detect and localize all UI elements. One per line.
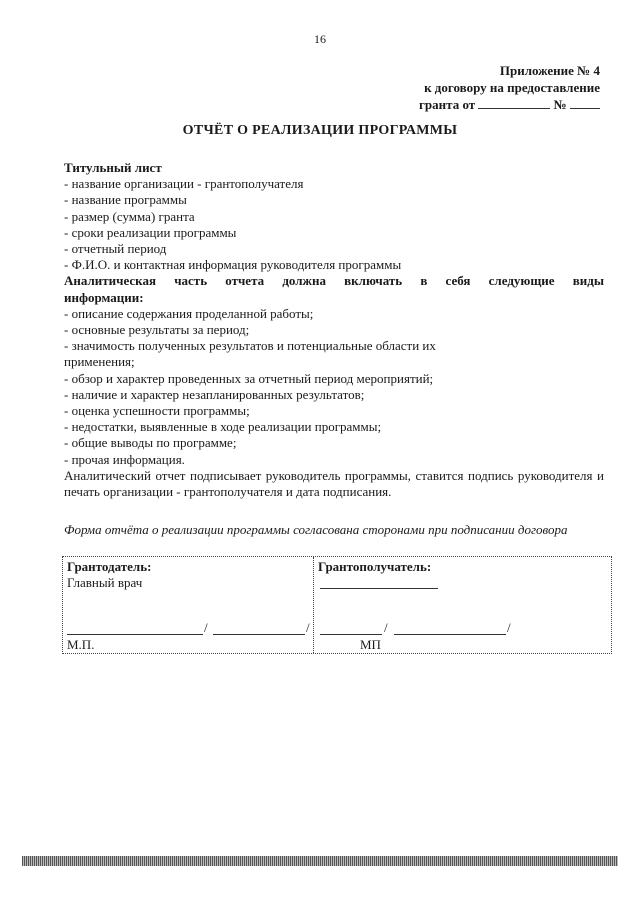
document-title: ОТЧЁТ О РЕАЛИЗАЦИИ ПРОГРАММЫ bbox=[182, 123, 458, 138]
grantor-position: Главный врач bbox=[67, 575, 143, 590]
list-item: - название программы bbox=[64, 192, 187, 208]
list-item: - основные результаты за период; bbox=[64, 322, 250, 338]
list-item: - обзор и характер проведенных за отчетный период мероприятий; bbox=[64, 370, 434, 386]
appendix-header bbox=[419, 62, 600, 113]
grantee-slash: / bbox=[384, 620, 388, 635]
grant-date-label: гранта от bbox=[419, 97, 476, 112]
signature-table bbox=[62, 556, 612, 654]
scan-footer-strip bbox=[22, 856, 618, 866]
grantee-name-line bbox=[394, 633, 506, 635]
report-body bbox=[64, 160, 604, 500]
grantor-slash: / bbox=[204, 620, 208, 635]
list-item: - описание содержания проделанной работы; bbox=[64, 305, 314, 321]
list-item: - отчетный период bbox=[64, 241, 167, 257]
grantee-signature-line bbox=[320, 633, 382, 635]
grantee-cell bbox=[314, 557, 611, 653]
list-item: - общие выводы по программе; bbox=[64, 435, 237, 451]
analytical-heading-cont: информации: bbox=[64, 289, 144, 305]
list-item: - значимость полученных результатов и потенциальные области их bbox=[64, 338, 436, 354]
grant-number-blank bbox=[570, 97, 600, 109]
list-item: - наличие и характер незапланированных результатов; bbox=[64, 386, 365, 402]
page-number: 16 bbox=[314, 32, 326, 46]
grantee-label: Грантополучатель: bbox=[318, 559, 432, 574]
title-page-heading: Титульный лист bbox=[64, 160, 162, 175]
grantee-position-line bbox=[320, 587, 438, 589]
grantee-slash-end: / bbox=[507, 620, 511, 635]
list-item: - название организации - грантополучателя bbox=[64, 176, 304, 192]
appendix-number: Приложение № 4 bbox=[499, 63, 600, 78]
appendix-grant-date-line bbox=[419, 96, 600, 113]
grantor-slash-end: / bbox=[306, 620, 310, 635]
grantor-stamp-label: М.П. bbox=[67, 637, 95, 652]
grant-number-label: № bbox=[553, 97, 567, 112]
grant-date-blank bbox=[478, 97, 550, 109]
list-item: применения; bbox=[64, 354, 135, 370]
agreement-note: Форма отчёта о реализации программы согласована сторонами при подписании договора bbox=[64, 522, 568, 537]
grantor-name-line bbox=[213, 633, 305, 635]
list-item: - Ф.И.О. и контактная информация руководителя программы bbox=[64, 257, 402, 273]
grantor-cell bbox=[63, 557, 314, 653]
grantee-stamp-label: МП bbox=[360, 637, 381, 652]
analytical-heading: Аналитическая часть отчета должна включать в себя следующие виды bbox=[64, 273, 604, 289]
grantor-label: Грантодатель: bbox=[67, 559, 152, 574]
list-item: - оценка успешности программы; bbox=[64, 403, 250, 419]
signing-paragraph: Аналитический отчет подписывает руководитель программы, ставится подпись руководителя и печать организации - грантополучателя и дата подписания. bbox=[64, 467, 604, 500]
list-item: - недостатки, выявленные в ходе реализации программы; bbox=[64, 419, 382, 435]
list-item: - прочая информация. bbox=[64, 451, 185, 467]
grantor-signature-line bbox=[67, 633, 203, 635]
appendix-contract-ref: к договору на предоставление bbox=[424, 80, 600, 95]
list-item: - сроки реализации программы bbox=[64, 224, 237, 240]
list-item: - размер (сумма) гранта bbox=[64, 208, 195, 224]
